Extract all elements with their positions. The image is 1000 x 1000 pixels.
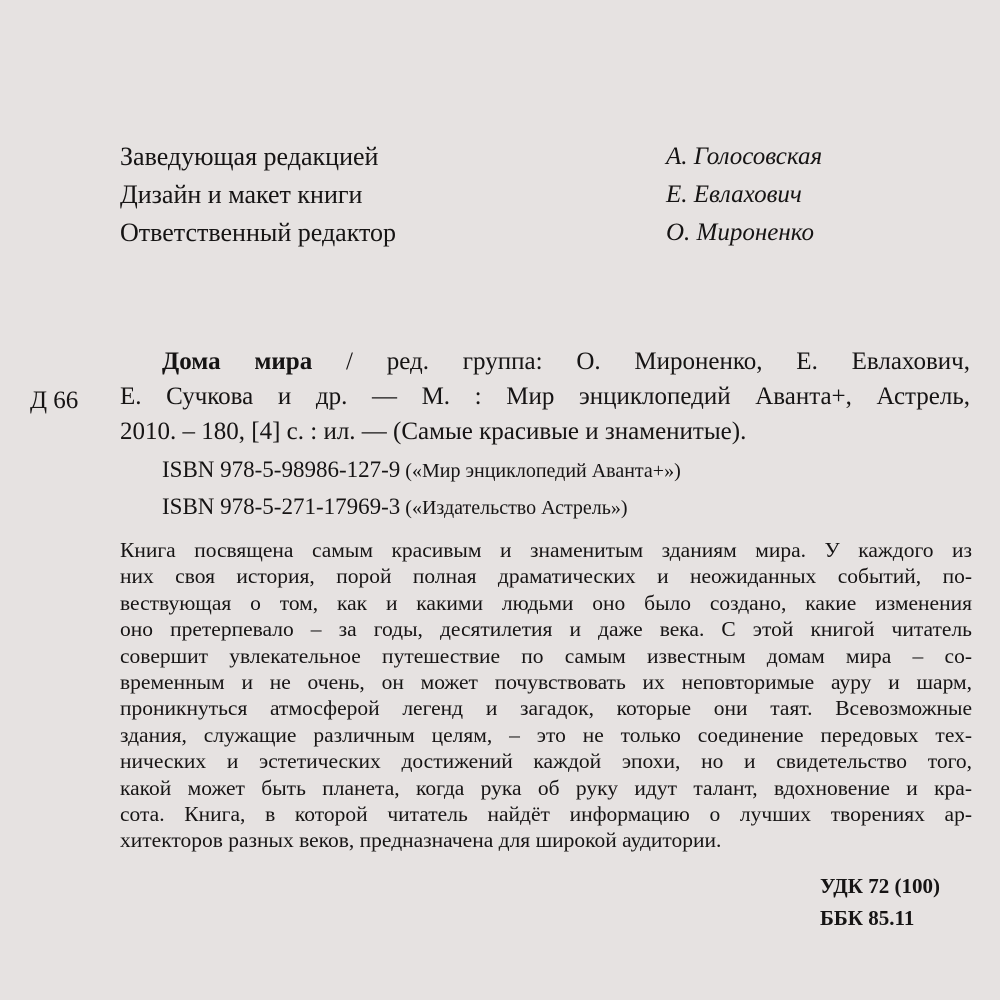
annotation-line: оно претерпевало – за годы, десятилетия и даже века. С этой книгой читатель <box>120 617 972 642</box>
annotation-line: вествующая о том, как и какими людьми оно было создано, какие изменения <box>120 590 972 615</box>
annotation-line: них своя история, порой полная драматических и неожиданных событий, по- <box>120 564 972 589</box>
biblio-line-1 <box>120 344 970 379</box>
credit-role: Дизайн и макет книги <box>120 180 363 209</box>
biblio-line-2: Е. Сучкова и др. — М. : Мир энциклопедий Аванта+, Астрель, <box>120 383 970 410</box>
annotation-line: совершит увлекательное путешествие по самым известным домам мира – со- <box>120 643 972 668</box>
credit-row-design <box>120 176 880 214</box>
annotation-paragraph <box>120 537 972 854</box>
isbn-block <box>162 452 681 526</box>
biblio-line-3: 2010. – 180, [4] с. : ил. — (Самые красивые и знаменитые). <box>120 418 747 445</box>
annotation-line: Книга посвящена самым красивым и знаменитым зданиям мира. У каждого из <box>120 538 972 562</box>
isbn-publisher: («Издательство Астрель») <box>400 497 628 519</box>
credit-name: О. Мироненко <box>666 219 815 246</box>
annotation-line: нических и эстетических достижений каждой эпохи, но и свидетельство того, <box>120 749 972 774</box>
annotation-line: сота. Книга, в которой читатель найдёт информацию о лучших творениях ар- <box>120 802 972 827</box>
credit-name: А. Голосовская <box>666 143 823 170</box>
credit-role: Ответственный редактор <box>120 218 397 247</box>
credit-name: Е. Евлахович <box>666 181 802 208</box>
credit-row-responsible-editor <box>120 214 880 252</box>
annotation-line: хитекторов разных веков, предназначена для широкой аудитории. <box>120 828 722 853</box>
isbn-number: ISBN 978-5-271-17969-3 <box>162 494 401 519</box>
annotation-line: какой может быть планета, когда рука об руку идут талант, вдохновение и кра- <box>120 775 972 800</box>
isbn-number: ISBN 978-5-98986-127-9 <box>162 457 401 482</box>
bibliographic-record <box>120 344 970 449</box>
isbn-line <box>162 489 681 526</box>
credits-block <box>120 138 880 252</box>
udk-code: УДК 72 (100) <box>820 874 940 898</box>
book-title: Дома мира <box>162 348 313 375</box>
classification-codes <box>820 870 940 934</box>
catalog-index: Д 66 <box>30 387 79 414</box>
annotation-line: здания, служащие различным целям, – это не только соединение передовых тех- <box>120 722 972 747</box>
annotation-line: временным и не очень, он может почувствовать их неповторимые ауру и шарм, <box>120 670 972 695</box>
isbn-line <box>162 452 681 489</box>
isbn-publisher: («Мир энциклопедий Аванта+») <box>400 460 681 482</box>
credit-row-editor-in-chief <box>120 138 880 176</box>
credit-role: Заведующая редакцией <box>120 142 379 171</box>
biblio-editors: / ред. группа: О. Мироненко, Е. Евлахович, <box>312 348 970 375</box>
bbk-code: ББК 85.11 <box>820 906 915 930</box>
annotation-line: проникнуться атмосферой легенд и загадок, которые они таят. Всевозможные <box>120 696 972 721</box>
